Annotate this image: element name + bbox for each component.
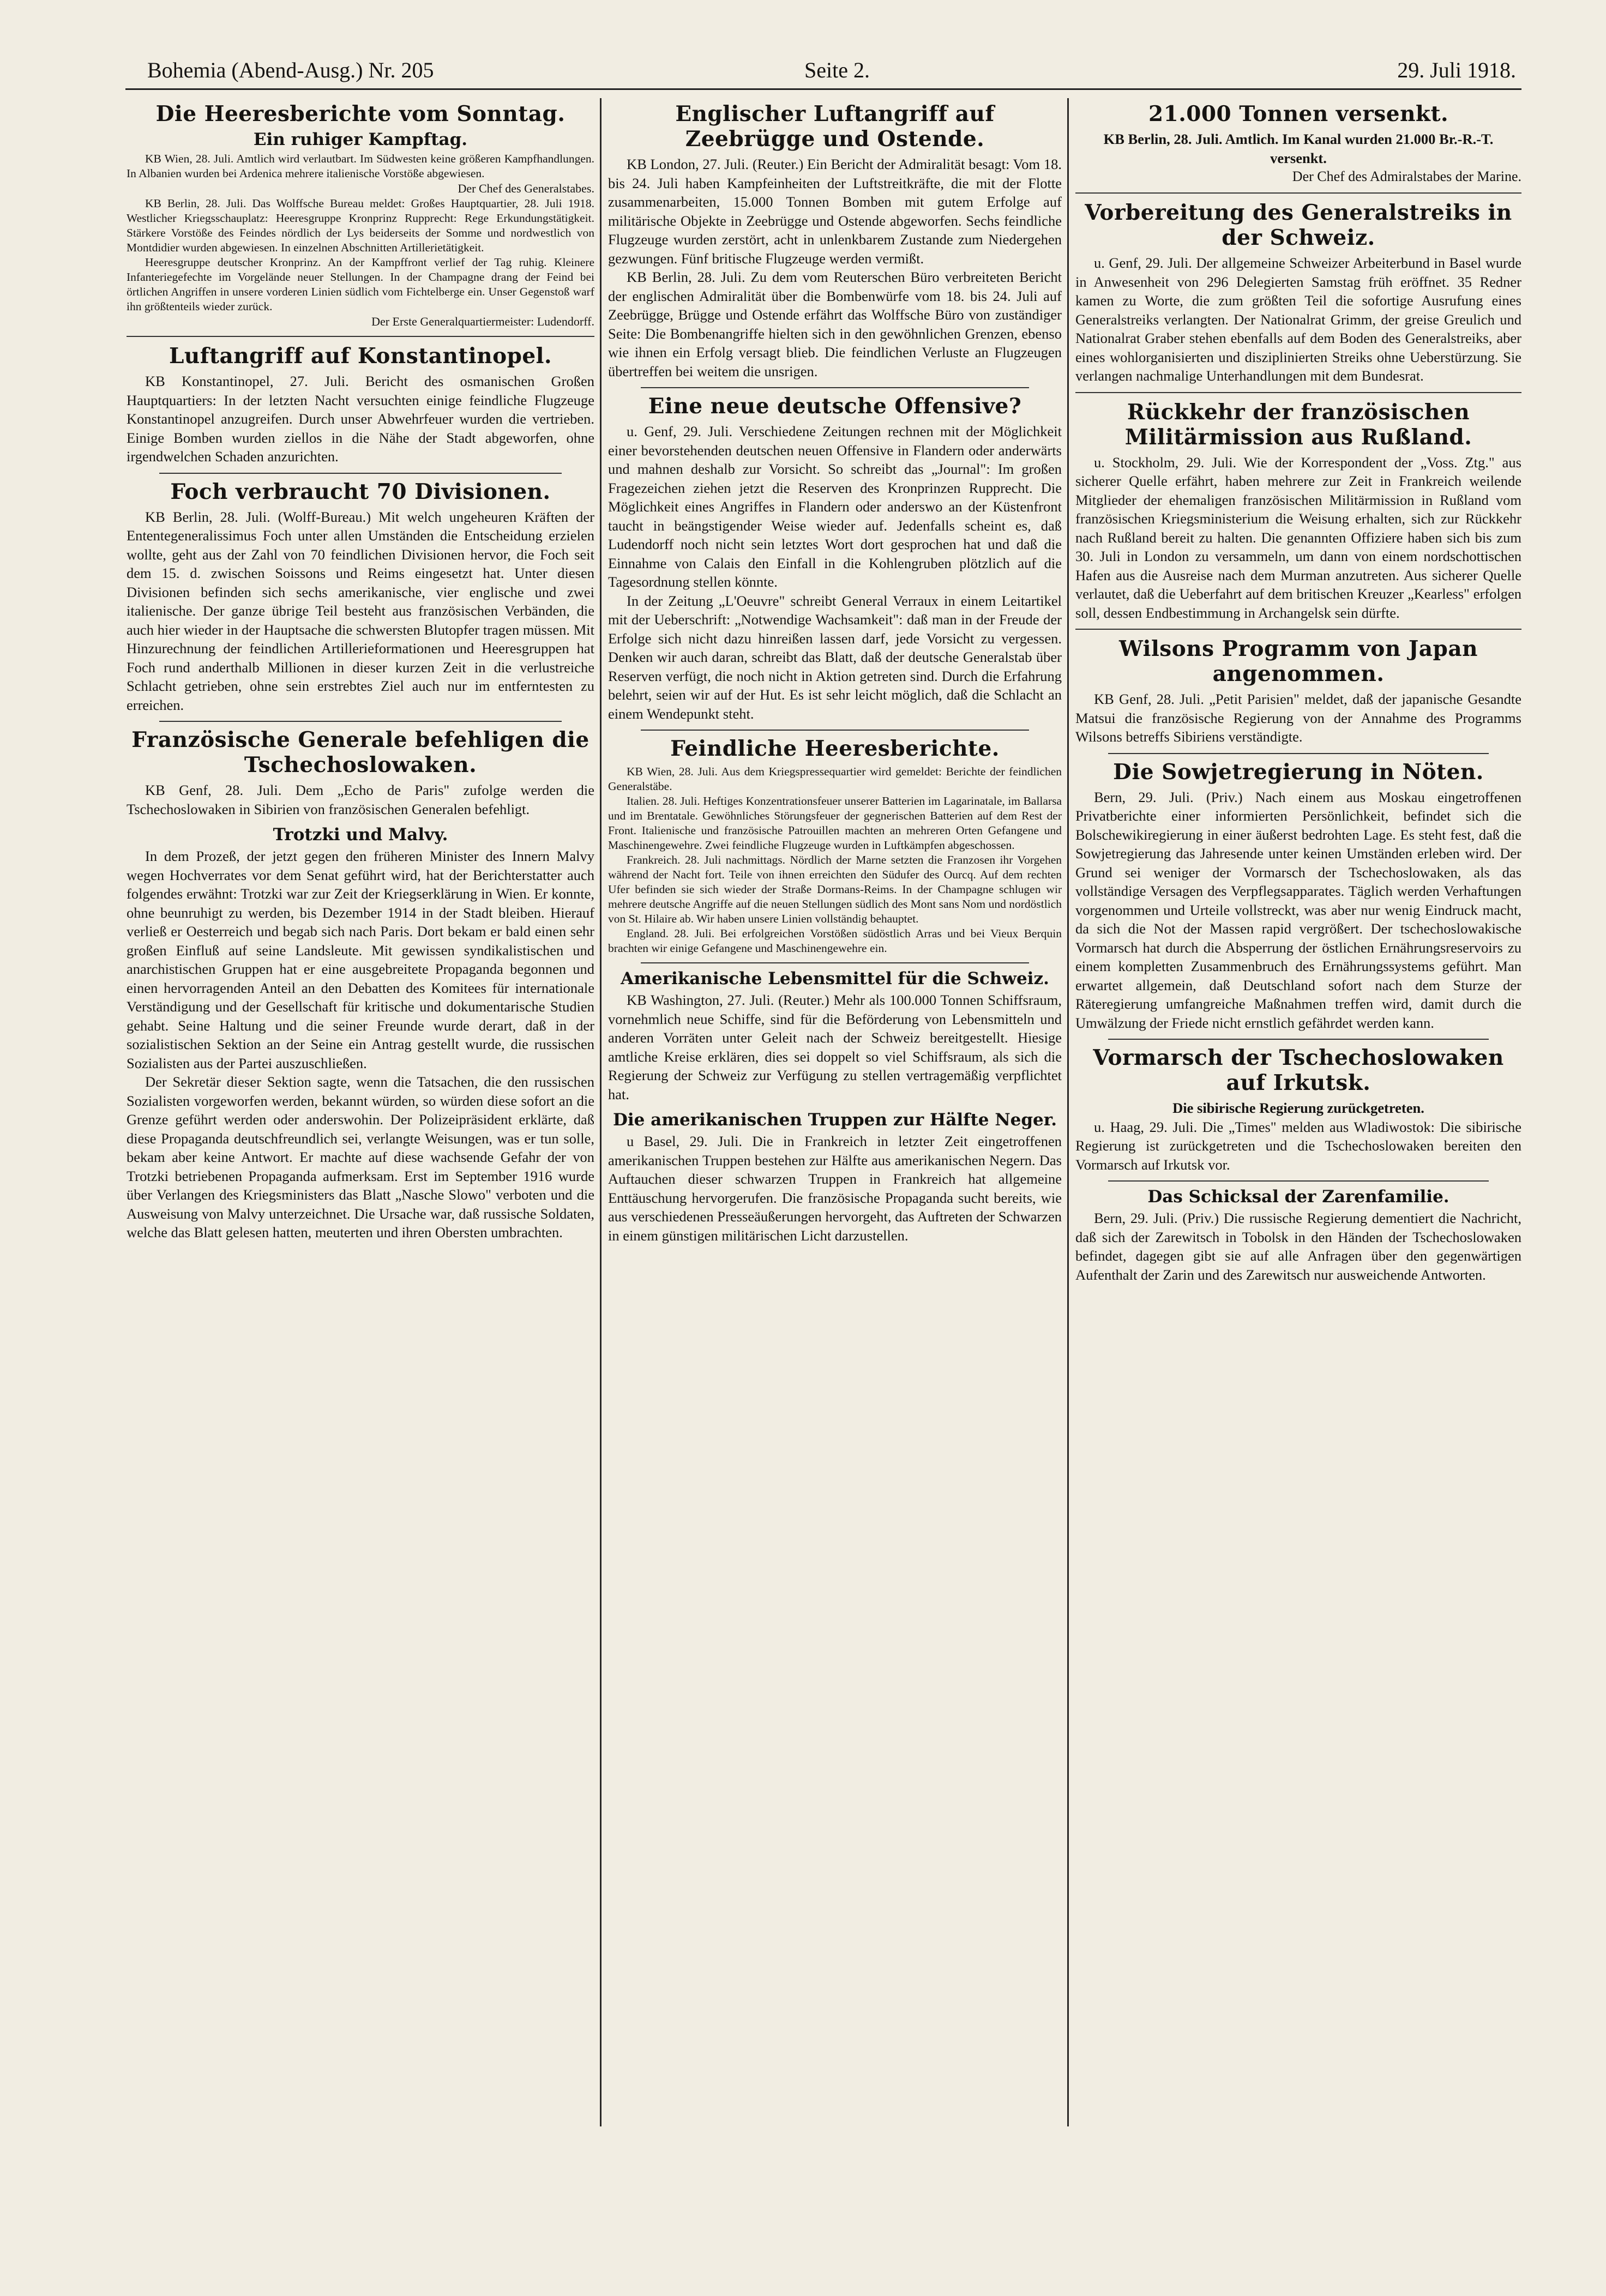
article-paragraph: England. 28. Juli. Bei erfolgreichen Vorstößen südöstlich Arras und bei Vieux Berquin brachten wir einige Gefangene und Maschinengewehre ein.	[608, 927, 1062, 955]
article-paragraph: Italien. 28. Juli. Heftiges Konzentrationsfeuer unserer Batterien im Lagarinatale, im Ballarsa und im Brentatale. Gewöhnliches Störungsfeuer der gegnerischen Batterien auf dem Rest der Front. Italienische und französische Patrouillen machten an mehreren Orten Gefangene und Maschinengewehre. Zwei feindliche Flugzeuge wurden in Luftkämpfen abgeschossen.	[608, 794, 1062, 852]
article-title: Französische Generale befehligen die Tschechoslowaken.	[131, 727, 590, 778]
article-divider	[1075, 392, 1521, 393]
header-page-number: Seite 2.	[804, 58, 870, 82]
article-trotzki	[127, 825, 594, 1242]
article-title: Foch verbraucht 70 Divisionen.	[170, 479, 551, 504]
article-paragraph: Der Sekretär dieser Sektion sagte, wenn die Tatsachen, die den russischen Sozialisten vorgeworfen werden, bekannt würden, so würden diese sofort an die Grenze geführt werden oder anderswohin. Der Polizeipräsident erklärte, daß diese Propaganda deutschfreundlich sei, verlangte Weisungen, was er tun solle, bekam aber keine Antwort. Er machte auf diese wachsende Gefahr der von Trotzki betriebenen Propaganda aufmerksam. Erst im September 1916 wurde über Verlangen des Kriegsministers das Blatt „Nasche Slowo" verboten und die Ausweisung von Malvy unterzeichnet. Die Ursache war, daß russische Soldaten, welche das Blatt gelesen hatten, meuterten und ihren Obersten umbrachten.	[127, 1074, 594, 1240]
article-paragraph: KB Wien, 28. Juli. Amtlich wird verlautbart. Im Südwesten keine größeren Kampfhandlungen. In Albanien wurden bei Ardenica mehrere italienische Vorstöße abgewiesen.	[127, 152, 594, 180]
article-feindliche-heeresberichte	[608, 736, 1062, 956]
article-generalstreik	[1075, 200, 1521, 385]
article-paragraph: KB Genf, 28. Juli. Dem „Echo de Paris" zufolge werden die Tschechoslowaken in Sibirien von französischen Generalen befehligt.	[127, 782, 594, 817]
article-zarenfamilie	[1075, 1187, 1521, 1284]
article-divider	[1108, 1039, 1489, 1040]
article-title: Wilsons Programm von Japan angenommen.	[1119, 636, 1478, 686]
article-paragraph: KB Berlin, 28. Juli. Das Wolffsche Bureau meldet: Großes Hauptquartier, 28. Juli 1918. Westlicher Kriegsschauplatz: Heeresgruppe Kronprinz Rupprecht: Rege Erkundungstätigkeit. Stärkere Vorstöße des Feindes nördlich der Lys beiderseits der Somme und nordwestlich von Montdidier wurden abgewiesen. In einzelnen Abschnitten Artillerietätigkeit.	[127, 197, 594, 254]
article-konstantinopel	[127, 344, 594, 466]
article-divider	[159, 473, 562, 474]
article-title: Vorbereitung des Generalstreiks in der Schweiz.	[1085, 200, 1512, 250]
article-title: Die amerikanischen Truppen zur Hälfte Neger.	[612, 1110, 1057, 1130]
article-title: Feindliche Heeresberichte.	[670, 736, 1000, 761]
article-title: Amerikanische Lebensmittel für die Schweiz.	[621, 969, 1049, 989]
article-paragraph: KB Wien, 28. Juli. Aus dem Kriegspressequartier wird gemeldet: Berichte der feindlichen Generalstäbe.	[608, 765, 1062, 793]
article-heeresberichte	[127, 101, 594, 329]
article-paragraph: Heeresgruppe deutscher Kronprinz. An der Kampffront verlief der Tag ruhig. Kleinere Infanteriegefechte im Vorgelände neuer Stellungen. In der Champagne drang der Feind bei örtlichen Angriffen in unsere vorderen Linien südlich vom Fichtelberge ein. Unser Gegenstoß warf ihn größtenteils wieder zurück.	[127, 256, 594, 313]
article-sowjetregierung	[1075, 760, 1521, 1033]
article-paragraph: KB Berlin, 28. Juli. Amtlich. Im Kanal wurden 21.000 Br.-R.-T. versenkt.	[1103, 131, 1494, 166]
article-divider	[1108, 1180, 1489, 1182]
article-paragraph: u. Haag, 29. Juli. Die „Times" melden aus Wladiwostok: Die sibirische Regierung ist zurückgetreten und die Tschechoslowaken bereiten den Vormarsch auf Irkutsk vor.	[1075, 1118, 1521, 1173]
article-title: 21.000 Tonnen versenkt.	[1148, 101, 1449, 126]
article-paragraph: KB Genf, 28. Juli. „Petit Parisien" meldet, daß der japanische Gesandte Matsui die französische Regierung von der Annahme des Programms Wilsons betreffs Sibiriens verständigte.	[1075, 691, 1521, 745]
header-newspaper-issue: Bohemia (Abend-Ausg.) Nr. 205	[147, 58, 434, 82]
article-divider	[1075, 192, 1521, 194]
page-header	[147, 57, 1516, 90]
article-paragraph: u. Genf, 29. Juli. Verschiedene Zeitungen rechnen mit der Möglichkeit einer bevorstehenden deutschen neuen Offensive in Flandern oder anderwärts und mahnen deshalb zur Vorsicht. So schreibt das „Journal": Im großen Fragezeichen ziehen jetzt die Reserven des Kronprinzen Rupprecht. Die Möglichkeit eines Angriffes in Flandern oder anderswo an der Küstenfront taucht in beängstigender Weise wieder auf. Jedenfalls scheint es, daß Ludendorff noch nicht sein letztes Wort dort gesprochen hat und daß die Einnahme von Calais den Einfall in die Kohlengruben plötzlich auf die Tagesordnung stellen könnte.	[608, 423, 1062, 590]
article-paragraph: KB Konstantinopel, 27. Juli. Bericht des osmanischen Großen Hauptquartiers: In der letzten Nacht versuchten einige feindliche Flugzeuge Konstantinopel anzugreifen. Durch unser Abwehrfeuer wurden die vertrieben. Einige Bomben wurden ziellos in die Nähe der Stadt abgeworfen, ohne irgendwelchen Schaden anzurichten.	[127, 373, 594, 465]
article-foch	[127, 479, 594, 715]
article-paragraph: KB Berlin, 28. Juli. Zu dem vom Reuterschen Büro verbreiteten Bericht der englischen Admiralität über die Bombenwürfe vom 18. bis 24. Juli auf Zeebrügge, Brügge und Ostende erfährt das Wolffsche Büro von zuständiger Seite: Die Bombenangriffe hielten sich in den gewöhnlichen Grenzen, ebenso wie ihnen ein Erfolg versagt blieb. Die feindlichen Verluste an Flugzeugen übertreffen bei weitem die unsrigen.	[608, 269, 1062, 379]
article-paragraph: u Basel, 29. Juli. Die in Frankreich in letzter Zeit eingetroffenen amerikanischen Truppen bestehen zur Hälfte aus amerikanischen Negern. Das Auftauchen dieser schwarzen Truppen in Frankreich hat allgemeine Enttäuschung hervorgerufen. Die französische Propaganda sucht bereits, wie aus verschiedenen Presseäußerungen hervorgeht, das Auftreten der Schwarzen in einem günstigen militärischen Licht darzustellen.	[608, 1133, 1062, 1244]
article-divider	[641, 730, 1029, 731]
column-1	[127, 98, 594, 2170]
article-paragraph: u. Stockholm, 29. Juli. Wie der Korrespondent der „Voss. Ztg." aus sicherer Quelle erfährt, haben mehrere zur Zeit in Frankreich weilende Mitglieder der ehemaligen französischen Militärmission in Rußland vom französischen Kriegsministerium die Weisung erhalten, sich zur Rückkehr nach Rußland bereit zu halten. Die genannten Offiziere haben sich bis zum 30. Juli in London zu versammeln, um dann von einem nordschottischen Hafen aus die Ausreise nach dem Murman anzutreten. Aus sicherer Quelle verlautet, daß die Ueberfahrt auf dem britischen Kreuzer „Kearless" erfolgen soll, dessen Endbestimmung in Archangelsk sein dürfte.	[1075, 454, 1521, 621]
article-title: Eine neue deutsche Offensive?	[648, 394, 1022, 419]
article-paragraph: KB Washington, 27. Juli. (Reuter.) Mehr als 100.000 Tonnen Schiffsraum, vornehmlich neue Schiffe, sind für die Beförderung von Lebensmitteln und anderen Vorräten unter Geleit nach der Schweiz bereitgestellt. Hiesige amtliche Kreise erklären, dies sei doppelt so viel Schiffsraum, als sich die Regierung der Schweiz zur Verfügung zu stellen vertragemäßig verpflichtet hat.	[608, 992, 1062, 1102]
column-2	[608, 98, 1062, 2170]
article-paragraph: KB London, 27. Juli. (Reuter.) Ein Bericht der Admiralität besagt: Vom 18. bis 24. Juli haben Kampfeinheiten der Luftstreitkräfte, die mit der Flotte zusammenarbeiten, 15.000 Tonnen Bomben mit gutem Erfolge auf militärische Objekte in Zeebrügge und Ostende abgeworfen. Sechs feindliche Flugzeuge wurden zerstört, acht in unlenkbarem Zustande zum Niedergehen gezwungen. Fünf britische Flugzeuge werden vermißt.	[608, 156, 1062, 267]
article-title: Luftangriff auf Konstantinopel.	[169, 344, 552, 369]
article-title: Rückkehr der französischen Militärmission aus Rußland.	[1124, 399, 1472, 450]
article-signature: Der Chef des Generalstabes.	[458, 182, 594, 195]
article-paragraph: KB Berlin, 28. Juli. (Wolff-Bureau.) Mit welch ungeheuren Kräften der Ententegeneralissimus Foch unter allen Umständen die Entscheidung erzielen wollte, geht aus der Zahl von 70 feindlichen Divisionen hervor, die Foch seit dem 15. d. zwischen Soissons und Reims eingesetzt hat. Unter diesen Divisionen befinden sich sechs amerikanische, vier englische und zwei italienische. Der ganze übrige Teil besteht aus französischen Verbänden, die auch hier wieder in der Hauptsache die schwersten Blutopfer tragen müssen. Mit Hinzurechnung der feindlichen Artillerieformationen und Heeresgruppen hat Foch rund anderthalb Millionen in dieser kurzen Zeit in die verlustreiche Schlacht getrieben, ohne sein erstrebtes Ziel auch nur im entferntesten zu erreichen.	[127, 508, 594, 713]
article-paragraph: In der Zeitung „L'Oeuvre" schreibt General Verraux in einem Leitartikel mit der Ueberschrift: „Notwendige Wachsamkeit": daß man in der Freude der Erfolge sich nicht dazu hinreißen lassen darf, jede Vorsicht zu vergessen. Denken wir auch daran, schreibt das Blatt, daß der deutsche Generalstab über Reserven verfügt, die noch nicht in Aktion getreten sind. Durch die Erfahrung belehrt, seien wir auf der Hut. Es ist sehr leicht möglich, daß die Schlacht an einem Wendepunkt steht.	[608, 592, 1062, 722]
article-divider	[127, 336, 594, 337]
article-divider	[641, 387, 1029, 388]
article-paragraph: u. Genf, 29. Juli. Der allgemeine Schweizer Arbeiterbund in Basel wurde in Anwesenheit von 296 Delegierten Samstag früh eröffnet. 35 Redner kamen zu Worte, die zum größten Teil die sofortige Ausrufung eines Generalstreiks verlangten. Der Nationalrat Grimm, der greise Greulich und Nationalrat Graber stehen ebenfalls auf dem Boden des Generalstreiks, aber eines wohlorganisierten und disziplinierten Streiks ohne Ueberstürzung. Sie verlangen nachmalige Unterhandlungen mit dem Bundesrat.	[1075, 255, 1521, 384]
column-rule-2	[1067, 98, 1069, 2126]
article-versenkt	[1075, 101, 1521, 186]
article-irkutsk	[1075, 1045, 1521, 1174]
article-title: Vormarsch der Tschechoslowaken auf Irkutsk.	[1093, 1045, 1504, 1095]
article-signature: Der Chef des Admiralstabes der Marine.	[1292, 168, 1521, 184]
header-rule	[125, 88, 1521, 90]
article-paragraph: Bern, 29. Juli. (Priv.) Die russische Regierung dementiert die Nachricht, daß sich der Zarewitsch in Tobolsk in den Händen der Tschechoslowaken befindet, dagegen gibt sie auf alle Anfragen über den gegenwärtigen Aufenthalt der Zarin und des Zarewitsch nur ausweichende Antworten.	[1075, 1210, 1521, 1283]
article-divider	[641, 962, 1029, 963]
article-title: Englischer Luftangriff auf Zeebrügge und Ostende.	[675, 101, 995, 152]
article-divider	[159, 721, 562, 722]
article-lebensmittel	[608, 969, 1062, 1104]
article-luftangriff-zeebruegge	[608, 101, 1062, 381]
article-militaermission	[1075, 400, 1521, 623]
header-date: 29. Juli 1918.	[1397, 58, 1516, 82]
column-rule-1	[600, 98, 602, 2126]
article-title: Trotzki und Malvy.	[273, 825, 448, 845]
article-divider	[1108, 753, 1489, 754]
article-title: Die Heeresberichte vom Sonntag.	[155, 101, 566, 126]
article-title: Die Sowjetregierung in Nöten.	[1113, 759, 1484, 785]
article-title: Das Schicksal der Zarenfamilie.	[1147, 1187, 1449, 1207]
article-divider	[1075, 629, 1521, 630]
article-paragraph: Frankreich. 28. Juli nachmittags. Nördlich der Marne setzten die Franzosen ihr Vorgehen während der Nacht fort. Teile von ihnen erreichten den Südufer des Ourcq. Auf dem rechten Ufer befinden sie sich wieder der Straße Dormans-Reims. In der Champagne schlugen wir mehrere deutsche Angriffe auf die neuen Stellungen südlich des Mont sans Nom und nordöstlich von St. Hilaire ab. Wir haben unsere Linien vollständig behauptet.	[608, 853, 1062, 925]
article-signature: Der Erste Generalquartiermeister: Ludendorff.	[371, 315, 594, 328]
article-truppen-neger	[608, 1110, 1062, 1245]
article-wilson-japan	[1075, 636, 1521, 746]
article-paragraph: In dem Prozeß, der jetzt gegen den früheren Minister des Innern Malvy wegen Hochverrates vor dem Senat geführt wird, hat der Berichterstatter auch folgendes erwähnt: Trotzki war zur Zeit der Kriegserklärung in Wien. Er konnte, ohne beunruhigt zu werden, bis Dezember 1914 in der Stadt bleiben. Hierauf verließ er Oesterreich und begab sich nach Paris. Dort bekam er bald einen sehr großen Einfluß auf seine Landsleute. Mit gewissen syndikalistischen und anarchistischen Gruppen hat er eine ausgebreitete Propaganda begonnen und einen hervorragenden Anteil an den Debatten des Komitees für internationale Verständigung und der Gesellschaft für kritische und dokumentarische Studien gehabt. Seine Haltung und die seiner Freunde wurde derart, daß in der sozialistischen Sektion an der Seine ein Antrag gestellt wurde, die russischen Sozialisten aus der Partei auszuschließen.	[127, 848, 594, 1071]
column-3	[1075, 98, 1521, 2170]
article-paragraph: Bern, 29. Juli. (Priv.) Nach einem aus Moskau eingetroffenen Privatberichte einer informierten Persönlichkeit, befindet sich die Bolschewikiregierung in einer äußerst bedrohten Lage. Es steht fest, daß die Sowjetregierung das Jahresende unter keinen Umständen erleben wird. Der Grund sei weniger der Vormarsch der Tschechoslowaken, als das vollständige Versagen des Verpflegsapparates. Täglich werden Verhaftungen vorgenommen und Urteile vollstreckt, was aber nur wenig Eindruck macht, da sich die Not der Massen rapid vergrößert. Der tschechoslowakische Vormarsch hat durch die Absperrung der östlichen Ernährungsreservoirs zu einem kompletten Zusammenbruch des Ernährungssystems geführt. Man erwartet allgemein, daß Deutschland sofort nach dem Sturze der Räteregierung umfangreiche Maßnahmen treffen wird, damit durch die Umwälzung der Friede nicht ernstlich gefährdet werden kann.	[1075, 788, 1521, 1031]
article-generale	[127, 727, 594, 818]
article-subheading: Die sibirische Regierung zurückgetreten.	[1172, 1100, 1424, 1116]
article-subtitle: Ein ruhiger Kampftag.	[253, 130, 468, 149]
article-offensive	[608, 394, 1062, 723]
